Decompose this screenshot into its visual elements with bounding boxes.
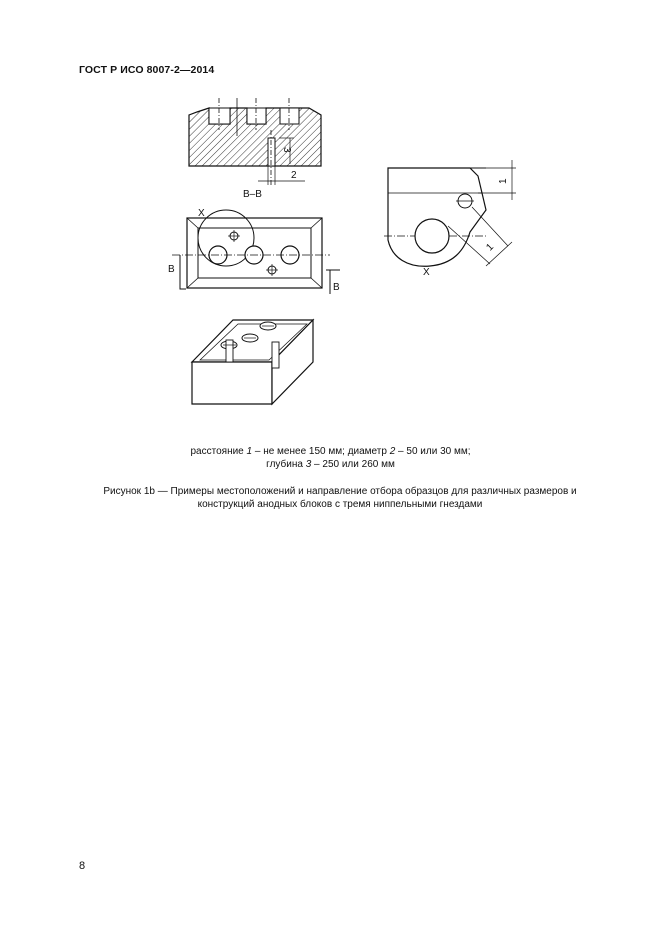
detail-x-top-label: X [198,208,205,219]
figure-caption [60,485,620,511]
detail-x-bottom-label: X [423,267,430,278]
page-number: 8 [79,860,86,872]
cut-b-right-label: B [333,282,340,293]
slot-2 [247,108,266,124]
iso-core-2 [272,342,279,368]
dim-2-label: 2 [291,170,297,181]
slot-1 [209,108,230,124]
isometric-view [192,320,313,404]
section-label: B–B [243,189,262,200]
plan-view [168,208,340,294]
legend-line-1: расстояние 1 – не менее 150 мм; диаметр 2 – 50 или 30 мм; [190,446,471,457]
document-header: ГОСТ Р ИСО 8007-2—2014 [79,64,215,76]
iso-front [192,362,272,404]
section-view-bb [189,98,321,200]
dim-3-label: 3 [281,147,292,153]
figure-legend [0,445,661,471]
caption-line-2: конструкций анодных блоков с тремя ниппельными гнездами [197,499,483,510]
caption-line-1: Рисунок 1b — Примеры местоположений и направление отбора образцов для различных размеров и [103,486,577,497]
iso-core-1 [226,340,233,362]
sample-bore [268,138,275,166]
detail-x-view [384,160,516,278]
cut-b-left-label: B [168,264,175,275]
dim-1-top-label: 1 [498,178,509,184]
slot-3 [280,108,299,124]
detail-nipple-hole [415,219,449,253]
dim-1-diag-label: 1 [484,241,497,254]
technical-figure [0,0,661,440]
legend-line-2: глубина 3 – 250 или 260 мм [266,459,395,470]
